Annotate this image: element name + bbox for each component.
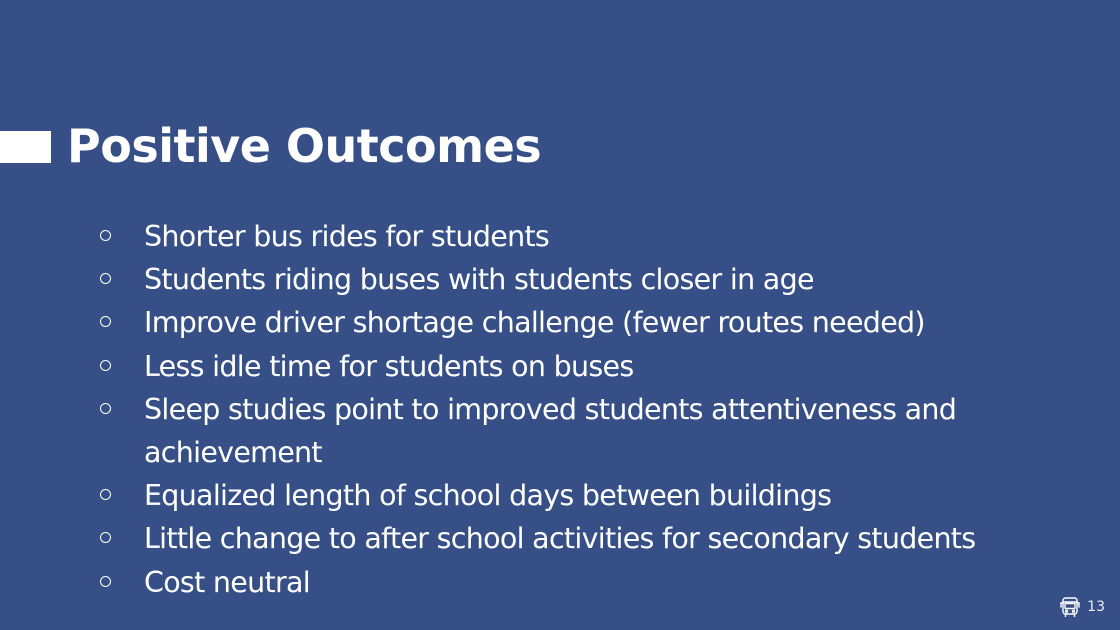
bullet-item [96, 388, 1096, 474]
bullet-item [96, 301, 1096, 344]
bullet-item [96, 561, 1096, 604]
hollow-circle-bullet-icon [100, 489, 111, 500]
hollow-circle-bullet-icon [100, 230, 111, 241]
hollow-circle-bullet-icon [100, 576, 111, 587]
slide-footer [1058, 595, 1105, 619]
bullet-text: Improve driver shortage challenge (fewer routes needed) [144, 306, 925, 340]
bullet-text: Little change to after school activities for secondary students [144, 522, 976, 556]
bullet-text: Students riding buses with students closer in age [144, 263, 814, 297]
bullet-item [96, 517, 1096, 560]
bullet-list [96, 215, 1096, 604]
page-number: 13 [1087, 599, 1105, 615]
hollow-circle-bullet-icon [100, 532, 111, 543]
bullet-text: Sleep studies point to improved students attentiveness and achievement [144, 392, 957, 470]
hollow-circle-bullet-icon [100, 403, 111, 414]
hollow-circle-bullet-icon [100, 316, 111, 327]
bullet-text: Cost neutral [144, 565, 310, 599]
hollow-circle-bullet-icon [100, 273, 111, 284]
slide-title: Positive Outcomes [67, 119, 542, 173]
title-accent-bar [0, 131, 51, 163]
bullet-text: Less idle time for students on buses [144, 349, 634, 383]
bus-icon [1058, 595, 1082, 619]
bullet-text: Shorter bus rides for students [144, 220, 550, 253]
bullet-item [96, 474, 1096, 517]
bullet-item [96, 345, 1096, 388]
bullet-text: Equalized length of school days between buildings [144, 479, 832, 513]
bullet-item [96, 258, 1096, 301]
bullet-item [96, 215, 1096, 258]
hollow-circle-bullet-icon [100, 360, 111, 371]
